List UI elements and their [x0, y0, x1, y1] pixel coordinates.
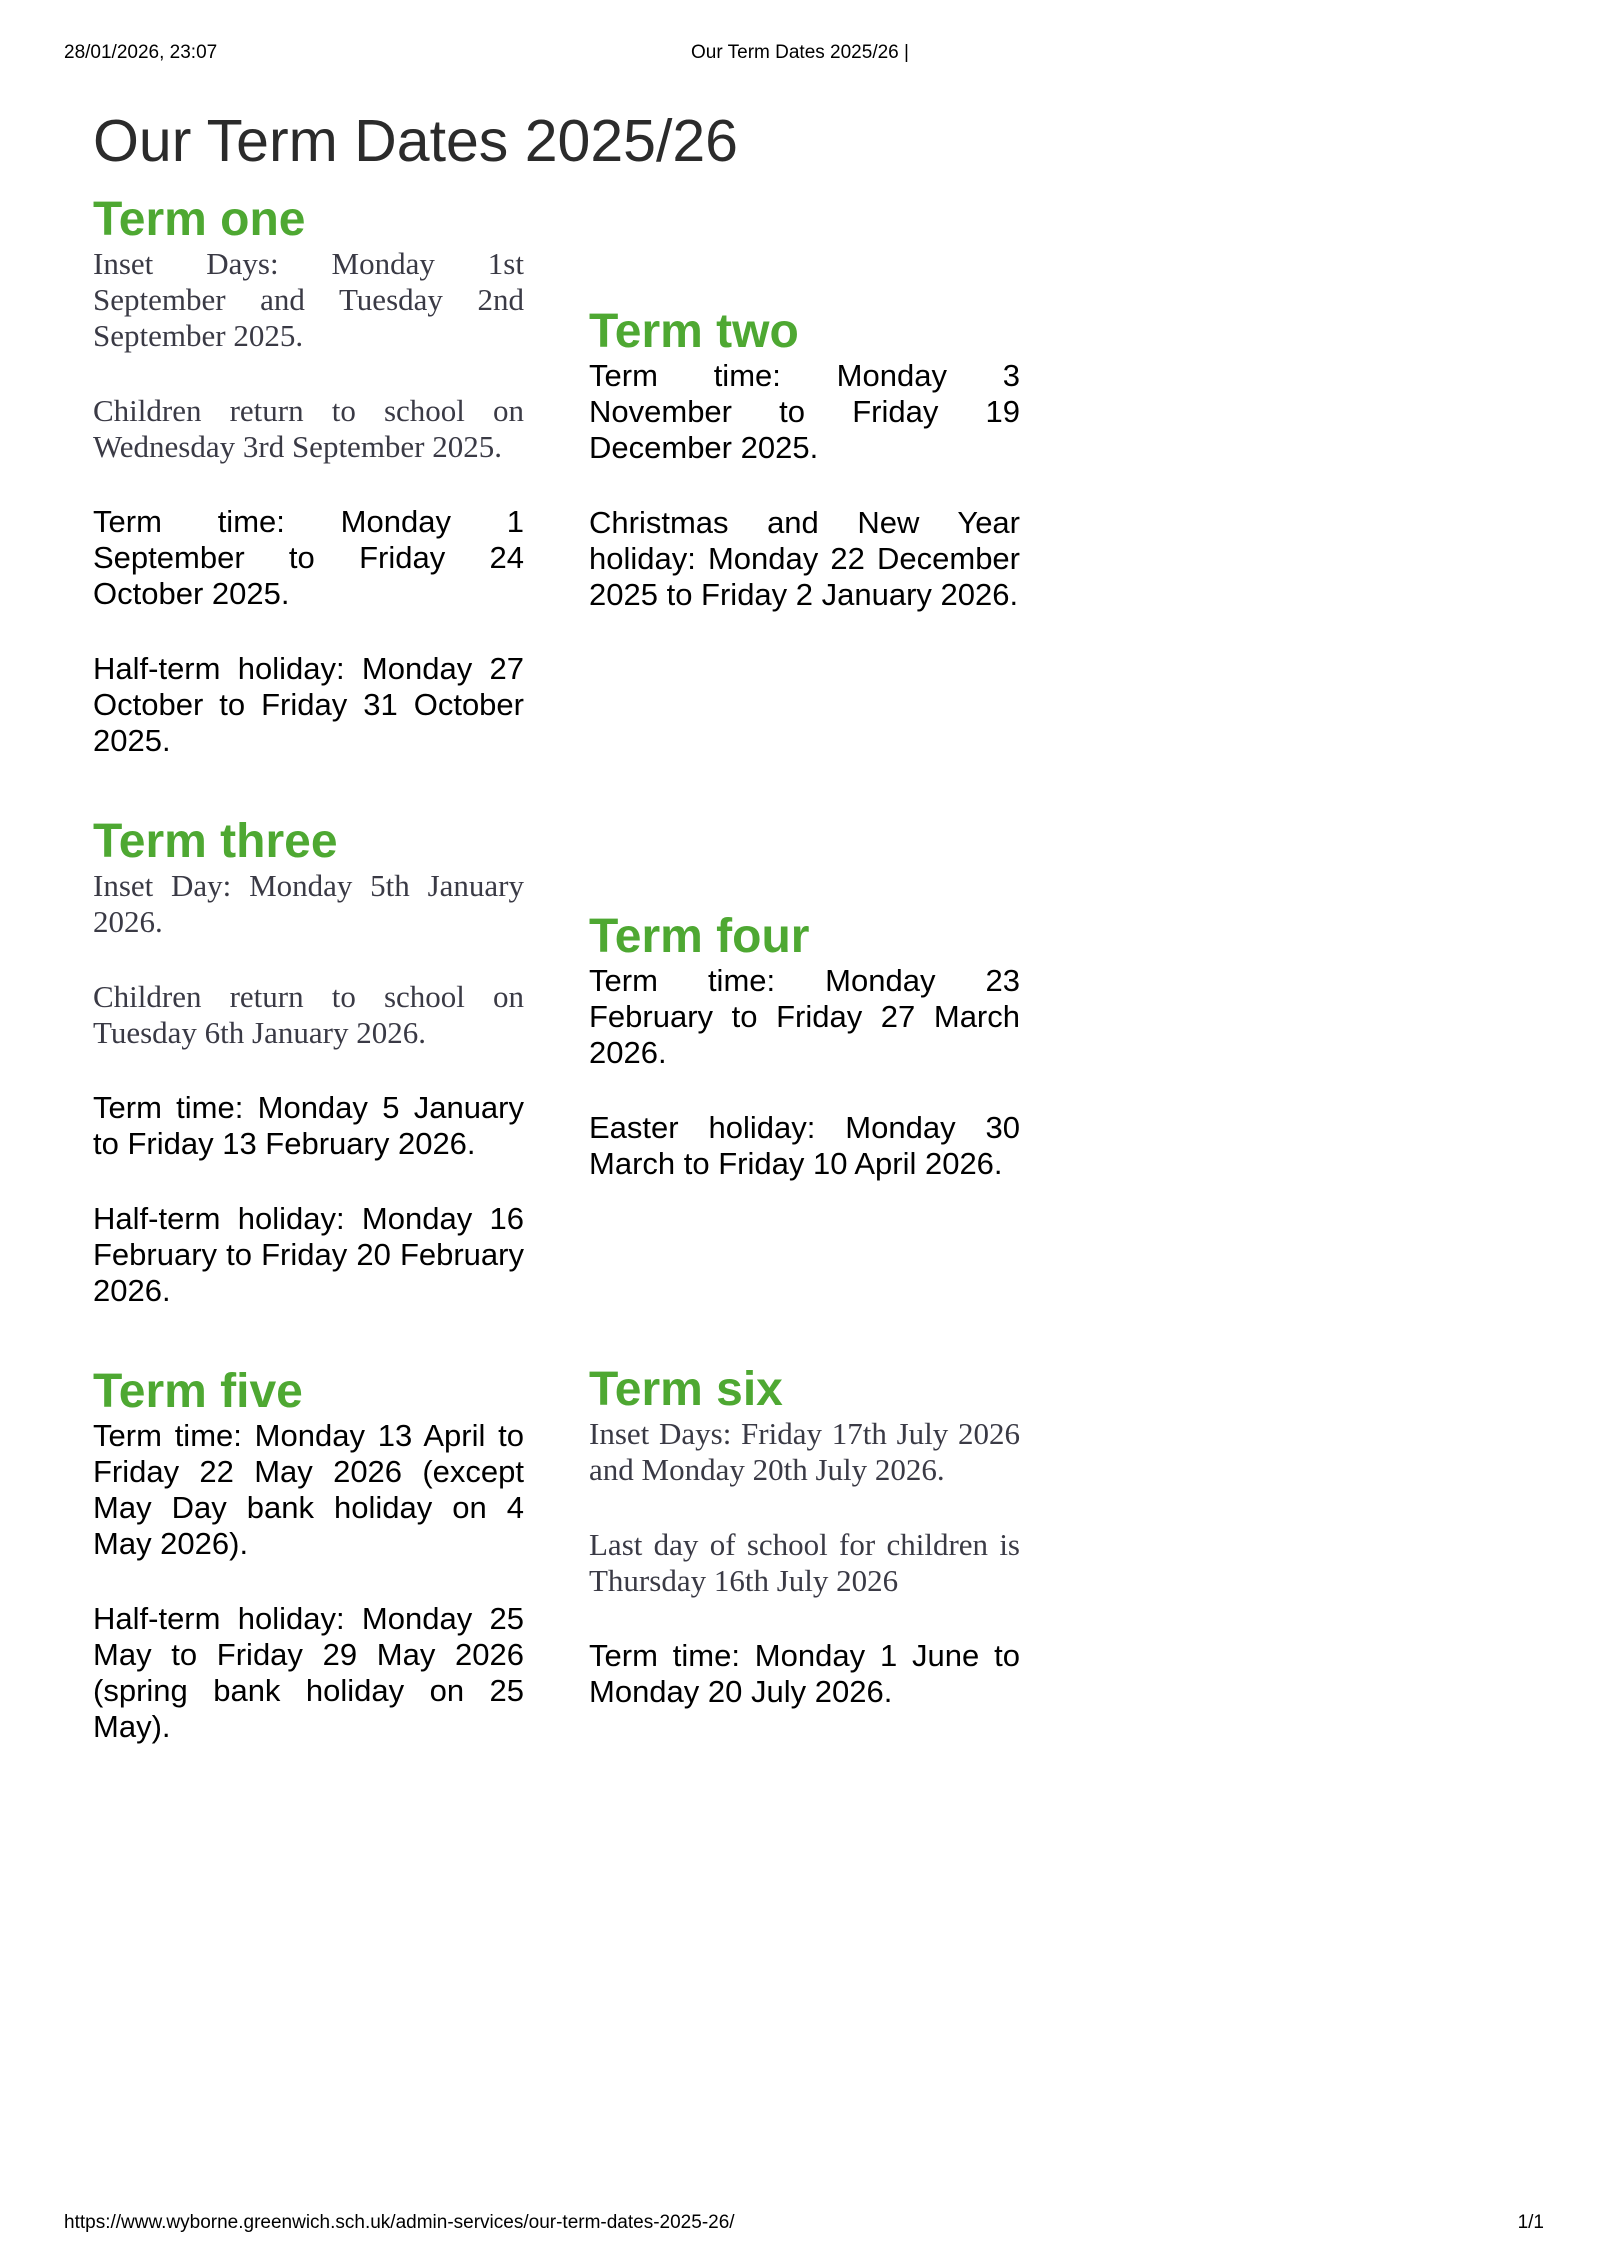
term-heading: Term three	[93, 815, 338, 868]
inset-days-text: Inset Days: Friday 17th July 2026 and Monday 20th July 2026.	[589, 1416, 1020, 1487]
term-heading: Term five	[93, 1365, 303, 1418]
term-one-section	[93, 194, 524, 759]
inset-days-text: Inset Days: Monday 1st September and Tuesday 2nd September 2025.	[93, 246, 524, 353]
half-term-holiday-text: Half-term holiday: Monday 27 October to Friday 31 October 2025.	[93, 651, 524, 758]
children-return-text: Children return to school on Wednesday 3rd September 2025.	[93, 393, 524, 464]
term-five-section	[93, 1366, 524, 1745]
christmas-holiday-text: Christmas and New Year holiday: Monday 22 December 2025 to Friday 2 January 2026.	[589, 505, 1020, 612]
term-heading: Term four	[589, 910, 810, 963]
term-heading: Term two	[589, 305, 799, 358]
term-six-section	[589, 1364, 1020, 1710]
term-time-text: Term time: Monday 5 January to Friday 13 February 2026.	[93, 1090, 524, 1161]
term-heading: Term one	[93, 193, 306, 246]
print-page-title: Our Term Dates 2025/26 |	[691, 42, 909, 63]
print-page-number: 1/1	[1517, 2212, 1544, 2233]
term-time-text: Term time: Monday 3 November to Friday 19 December 2025.	[589, 358, 1020, 465]
print-datetime: 28/01/2026, 23:07	[64, 42, 218, 63]
half-term-holiday-text: Half-term holiday: Monday 25 May to Friday 29 May 2026 (spring bank holiday on 25 May).	[93, 1601, 524, 1744]
inset-day-text: Inset Day: Monday 5th January 2026.	[93, 868, 524, 939]
term-two-section	[589, 306, 1020, 613]
last-day-text: Last day of school for children is Thursday 16th July 2026	[589, 1527, 1020, 1598]
term-four-section	[589, 911, 1020, 1182]
term-time-text: Term time: Monday 1 September to Friday 24 October 2025.	[93, 504, 524, 611]
term-time-text: Term time: Monday 1 June to Monday 20 July 2026.	[589, 1638, 1020, 1709]
half-term-holiday-text: Half-term holiday: Monday 16 February to Friday 20 February 2026.	[93, 1201, 524, 1308]
page-title: Our Term Dates 2025/26	[93, 108, 738, 174]
term-time-text: Term time: Monday 13 April to Friday 22 May 2026 (except May Day bank holiday on 4 May 2026).	[93, 1418, 524, 1561]
term-time-text: Term time: Monday 23 February to Friday 27 March 2026.	[589, 963, 1020, 1070]
easter-holiday-text: Easter holiday: Monday 30 March to Friday 10 April 2026.	[589, 1110, 1020, 1181]
children-return-text: Children return to school on Tuesday 6th January 2026.	[93, 979, 524, 1050]
term-heading: Term six	[589, 1363, 783, 1416]
print-url: https://www.wyborne.greenwich.sch.uk/admin-services/our-term-dates-2025-26/	[64, 2212, 735, 2233]
term-three-section	[93, 816, 524, 1309]
